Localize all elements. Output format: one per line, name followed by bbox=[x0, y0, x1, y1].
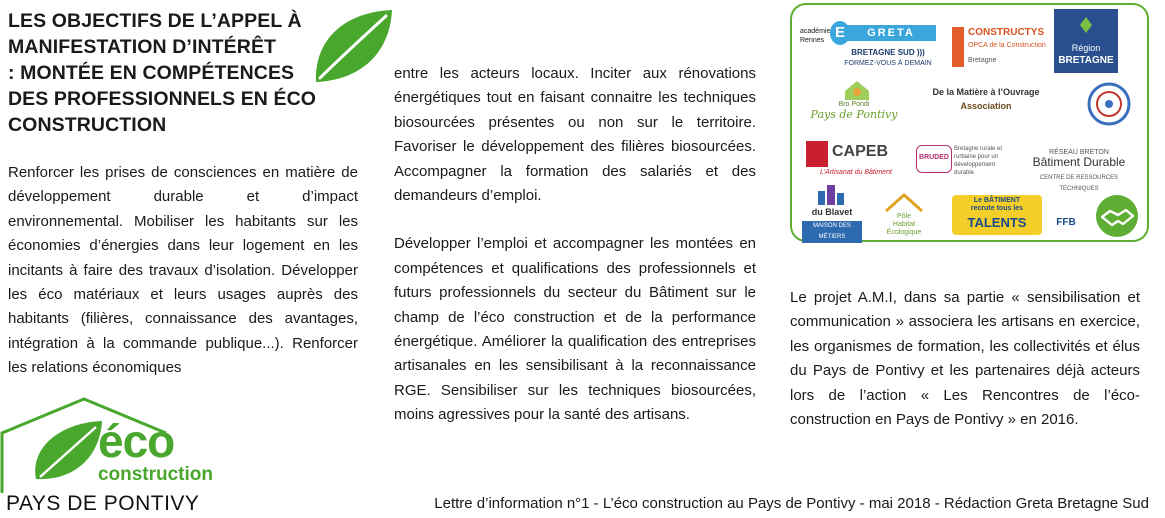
partner-logos-box bbox=[790, 3, 1149, 242]
construction-word: construction bbox=[97, 464, 213, 485]
talents-logo bbox=[952, 195, 1042, 235]
eco-construction-logo bbox=[0, 397, 215, 518]
region-bretagne-logo bbox=[1054, 9, 1118, 73]
pays-pontivy-logo bbox=[806, 79, 902, 135]
footer-credit: Lettre d’information n°1 - L’éco construction au Pays de Pontivy - mai 2018 - Rédaction Greta Bretagne Sud bbox=[434, 495, 1149, 512]
eco-word: éco bbox=[98, 415, 175, 467]
title-line: LES OBJECTIFS DE L’APPEL À bbox=[8, 10, 302, 32]
region-emblem-icon bbox=[1076, 15, 1096, 35]
buildings-icon bbox=[816, 183, 846, 205]
paragraph: entre les acteurs locaux. Inciter aux rénovations énergétiques tout en faisant connaitre les techniques biosourcées présentes ou non sur le territoire. Favoriser le développement des filières biosourcées. Accompagner la formation des salariés et des demandeurs d’emploi. bbox=[394, 65, 756, 205]
pontivy-small: Bro Pondi bbox=[838, 101, 870, 108]
matiere-title: De la Matière à l’Ouvrage bbox=[932, 87, 1040, 97]
paragraph: Développer l’emploi et accompagner les montées en compétences et qualifications des professionnels et futurs professionnels du secteur du Bâtiment sur le champ de l’éco construction et de la performance énergétique. Améliorer la qualification des entreprises artisanales en les sensibilisant à la reconnaissance RGE. Sensibiliser sur les techniques biosourcées, moins agressives pour la santé des artisans. bbox=[394, 235, 756, 424]
paragraph: Renforcer les prises de consciences en matière de développement durable et d’impact environnemental. Mobiliser les habitants sur les économies d’énergies dans leur logement en les incitants à faire des travaux d’isolation. Développer les éco matériaux et leurs usages auprès des habitants (filières, connaissance des avantages, intégration à la commande publique...). Renforcer les relations économiques bbox=[8, 164, 358, 377]
handshake-icon bbox=[1090, 193, 1144, 239]
talents-line1: Le BÂTIMENT bbox=[973, 197, 1021, 204]
capeb-logo bbox=[806, 139, 906, 179]
column-middle bbox=[394, 62, 756, 428]
bruded-logo bbox=[916, 143, 1016, 179]
region-label: Région bbox=[1071, 43, 1101, 53]
leaf-icon bbox=[310, 6, 396, 84]
batiment-sub: CENTRE DE RESSOURCES TECHNIQUES bbox=[1039, 175, 1119, 192]
bruded-name: BRUDED bbox=[916, 145, 952, 173]
blavet-sub: MAISON DES MÉTIERS bbox=[802, 221, 862, 243]
pole-habitat: Habitat bbox=[892, 221, 916, 228]
talents-line3: TALENTS bbox=[967, 215, 1027, 230]
section-title bbox=[8, 8, 318, 138]
roof-icon bbox=[884, 193, 924, 213]
circle-emblem-icon bbox=[1086, 81, 1132, 127]
greta-academie: académie bbox=[800, 28, 831, 35]
constructys-sub: OPCA de la Construction bbox=[968, 42, 1046, 49]
title-line: : MONTÉE EN COMPÉTENCES bbox=[8, 62, 295, 84]
pole-label: Pôle bbox=[896, 213, 911, 220]
pays-pontivy-word: PAYS DE PONTIVY bbox=[6, 492, 200, 515]
pole-habitat-logo bbox=[878, 193, 930, 239]
batiment-small: RÉSEAU BRETON bbox=[1049, 149, 1109, 156]
greta-slogan: FORMEZ-VOUS À DEMAIN bbox=[844, 60, 932, 67]
batiment-name: Bâtiment Durable bbox=[1032, 155, 1126, 169]
title-line: MANIFESTATION D’INTÉRÊT bbox=[8, 36, 277, 58]
constructys-region: Bretagne bbox=[968, 57, 997, 64]
capeb-name: CAPEB bbox=[832, 143, 889, 160]
batiment-durable-logo bbox=[1020, 139, 1138, 192]
region-name: BRETAGNE bbox=[1058, 55, 1114, 66]
greta-logo: académie Rennes E GRETA BRETAGNE SUD ))) FORMEZ-VOUS À DEMAIN bbox=[800, 21, 940, 73]
ffb-name: FFB bbox=[1056, 217, 1076, 228]
column-right bbox=[790, 286, 1140, 432]
pontivy-name: Pays de Pontivy bbox=[810, 108, 898, 121]
title-line: DES PROFESSIONNELS EN ÉCO bbox=[8, 88, 317, 110]
matiere-sub: Association bbox=[960, 101, 1012, 111]
greta-name: GRETA bbox=[846, 25, 936, 41]
greta-sub: BRETAGNE SUD ))) bbox=[851, 48, 925, 57]
greta-rennes: Rennes bbox=[800, 37, 825, 44]
blavet-name: du Blavet bbox=[811, 207, 853, 217]
title-line: CONSTRUCTION bbox=[8, 114, 167, 136]
pole-ecologique: Écologique bbox=[886, 229, 922, 236]
paragraph: Le projet A.M.I, dans sa partie « sensibilisation et communication » associera les artisans en exercice, les organismes de formation, les collectivités et élus du Pays de Pontivy et les partenaires déjà acteurs lors de l’action « Les Rencontres de l’éco-construction en Pays de Pontivy » en 2016. bbox=[790, 289, 1140, 429]
blavet-logo bbox=[802, 183, 862, 240]
matiere-ouvrage-logo bbox=[916, 85, 1056, 119]
bruded-desc: Bretagne rurale et rurbaine pour un développement durable bbox=[954, 146, 1003, 176]
constructys-logo bbox=[952, 25, 1048, 71]
column-left bbox=[8, 161, 358, 381]
ffb-logo bbox=[1046, 215, 1086, 237]
capeb-sub: L’Artisanat du Bâtiment bbox=[820, 169, 892, 176]
talents-line2: recrute tous les bbox=[970, 205, 1024, 212]
house-icon bbox=[842, 79, 872, 101]
constructys-name: CONSTRUCTYS bbox=[968, 27, 1045, 38]
